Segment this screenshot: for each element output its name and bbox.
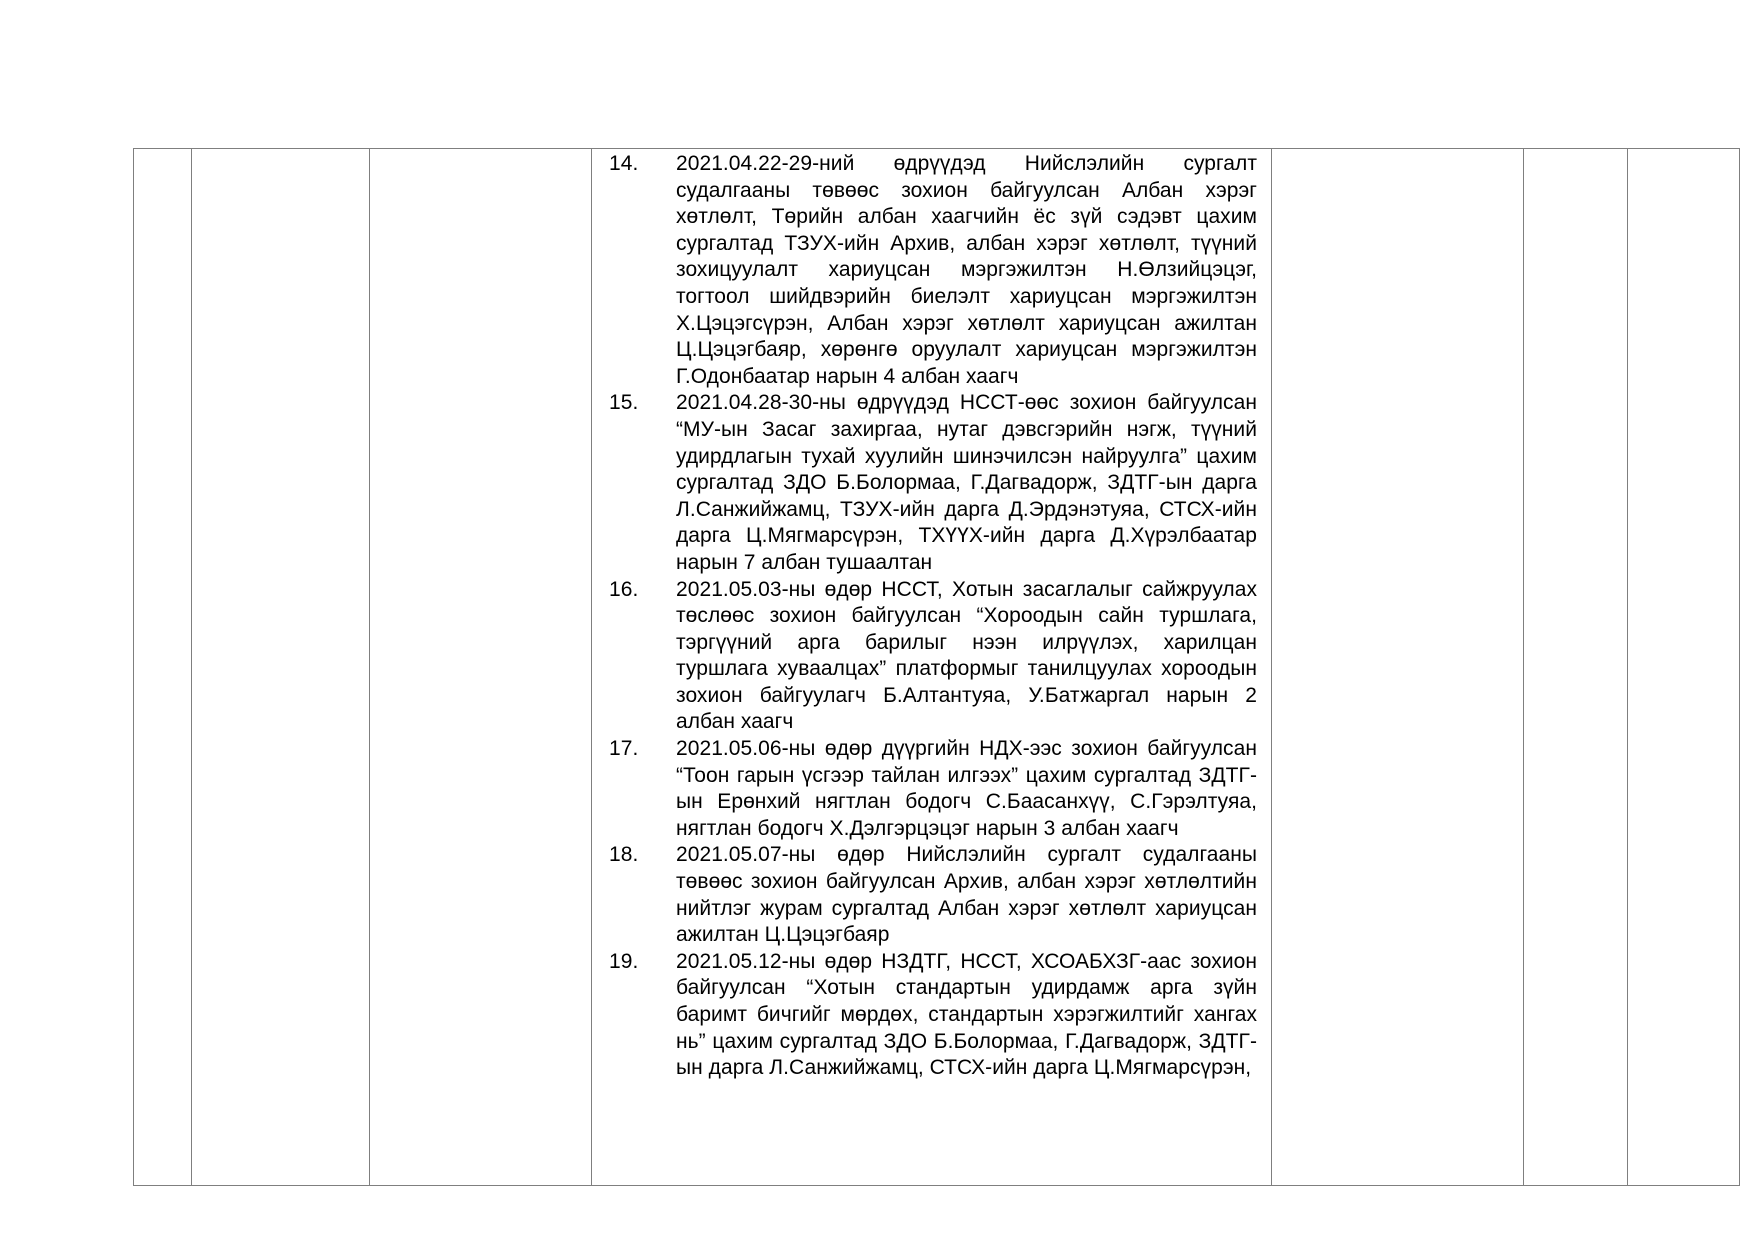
list-item-number: 15. (609, 391, 639, 415)
activity-list (592, 149, 1271, 1082)
list-item-number: 18. (609, 843, 639, 867)
table-cell-7 (1628, 149, 1740, 1186)
list-item-text: 2021.05.07-ны өдөр Нийслэлийн сургалт судалгааны төвөөс зохион байгуулсан Архив, албан хэрэг хөтлөлтийн нийтлэг журам сургалтад Албан хэрэг хөтлөлт хариуцсан ажилтан Ц.Цэцэгбаяр (676, 843, 1257, 947)
table-cell-activities (592, 149, 1272, 1186)
list-item-text: 2021.05.03-ны өдөр НССТ, Хотын засаглалыг сайжруулах төслөөс зохион байгуулсан “Хороодын сайн туршлага, тэргүүний арга барилыг нээн илрүүлэх, харилцан туршлага хуваалцах” платформыг танилцуулах хороодын зохион байгуулагч Б.Алтантуяа, У.Батжаргал нарын 2 албан хаагч (676, 577, 1257, 734)
list-item-number: 19. (609, 949, 639, 973)
table-row (134, 149, 1740, 1186)
list-item-text: 2021.05.12-ны өдөр НЗДТГ, НССТ, ХСОАБХЗГ-аас зохион байгуулсан “Хотын стандартын удирдамж арга зүйн баримт бичгийг мөрдөх, стандартын хэрэгжилтийг хангах нь” цахим сургалтад ЗДО Б.Болормаа, Г.Дагвадорж, ЗДТГ-ын дарга Л.Санжийжамц, СТСХ-ийн дарга Ц.Мягмарсүрэн, (676, 949, 1257, 1080)
list-item-text: 2021.05.06-ны өдөр дүүргийн НДХ-ээс зохион байгуулсан “Тоон гарын үсгээр тайлан илгээх” цахим сургалтад ЗДТГ-ын Ерөнхий нягтлан бодогч С.Баасанхүү, С.Гэрэлтуяа, нягтлан бодогч Х.Дэлгэрцэцэг нарын 3 албан хаагч (676, 737, 1257, 840)
list-item-number: 14. (609, 152, 639, 175)
list-item (609, 151, 1257, 390)
table-cell-3 (370, 149, 592, 1186)
list-item-text: 2021.04.22-29-ний өдрүүдэд Нийслэлийн сургалт судалгааны төвөөс зохион байгуулсан Албан хэрэг хөтлөлт, Төрийн албан хаагчийн ёс зүй сэдэвт цахим сургалтад ТЗУХ-ийн Архив, албан хэрэг хөтлөлт, түүний зохицуулалт хариуцсан мэргэжилтэн Н.Өлзийцэцэг, тогтоол шийдвэрийн биелэлт хариуцсан мэргэжилтэн Х.Цэцэгсүрэн, Албан хэрэг хөтлөлт хариуцсан ажилтан Ц.Цэцэгбаяр, хөрөнгө оруулалт хариуцсан мэргэжилтэн Г.Одонбаатар нарын 4 албан хаагч (676, 152, 1257, 388)
list-item-number: 16. (609, 577, 639, 601)
table-cell-1 (134, 149, 192, 1186)
list-item (609, 390, 1257, 576)
list-item (609, 949, 1257, 1082)
report-table (133, 148, 1740, 1186)
table-cell-6 (1524, 149, 1628, 1186)
list-item (609, 842, 1257, 948)
table-cell-2 (192, 149, 370, 1186)
list-item (609, 577, 1257, 737)
list-item (609, 736, 1257, 842)
list-item-text: 2021.04.28-30-ны өдрүүдэд НССТ-өөс зохион байгуулсан “МУ-ын Засаг захиргаа, нутаг дэвсгэрийн нэгж, түүний удирдлагын тухай хуулийн шинэчилсэн найруулга” цахим сургалтад ЗДО Б.Болормаа, Г.Дагвадорж, ЗДТГ-ын дарга Л.Санжийжамц, ТЗУХ-ийн дарга Д.Эрдэнэтуяа, СТСХ-ийн дарга Ц.Мягмарсүрэн, ТХҮҮХ-ийн дарга Д.Хүрэлбаатар нарын 7 албан тушаалтан (676, 391, 1257, 574)
table-cell-5 (1272, 149, 1524, 1186)
list-item-number: 17. (609, 737, 639, 761)
